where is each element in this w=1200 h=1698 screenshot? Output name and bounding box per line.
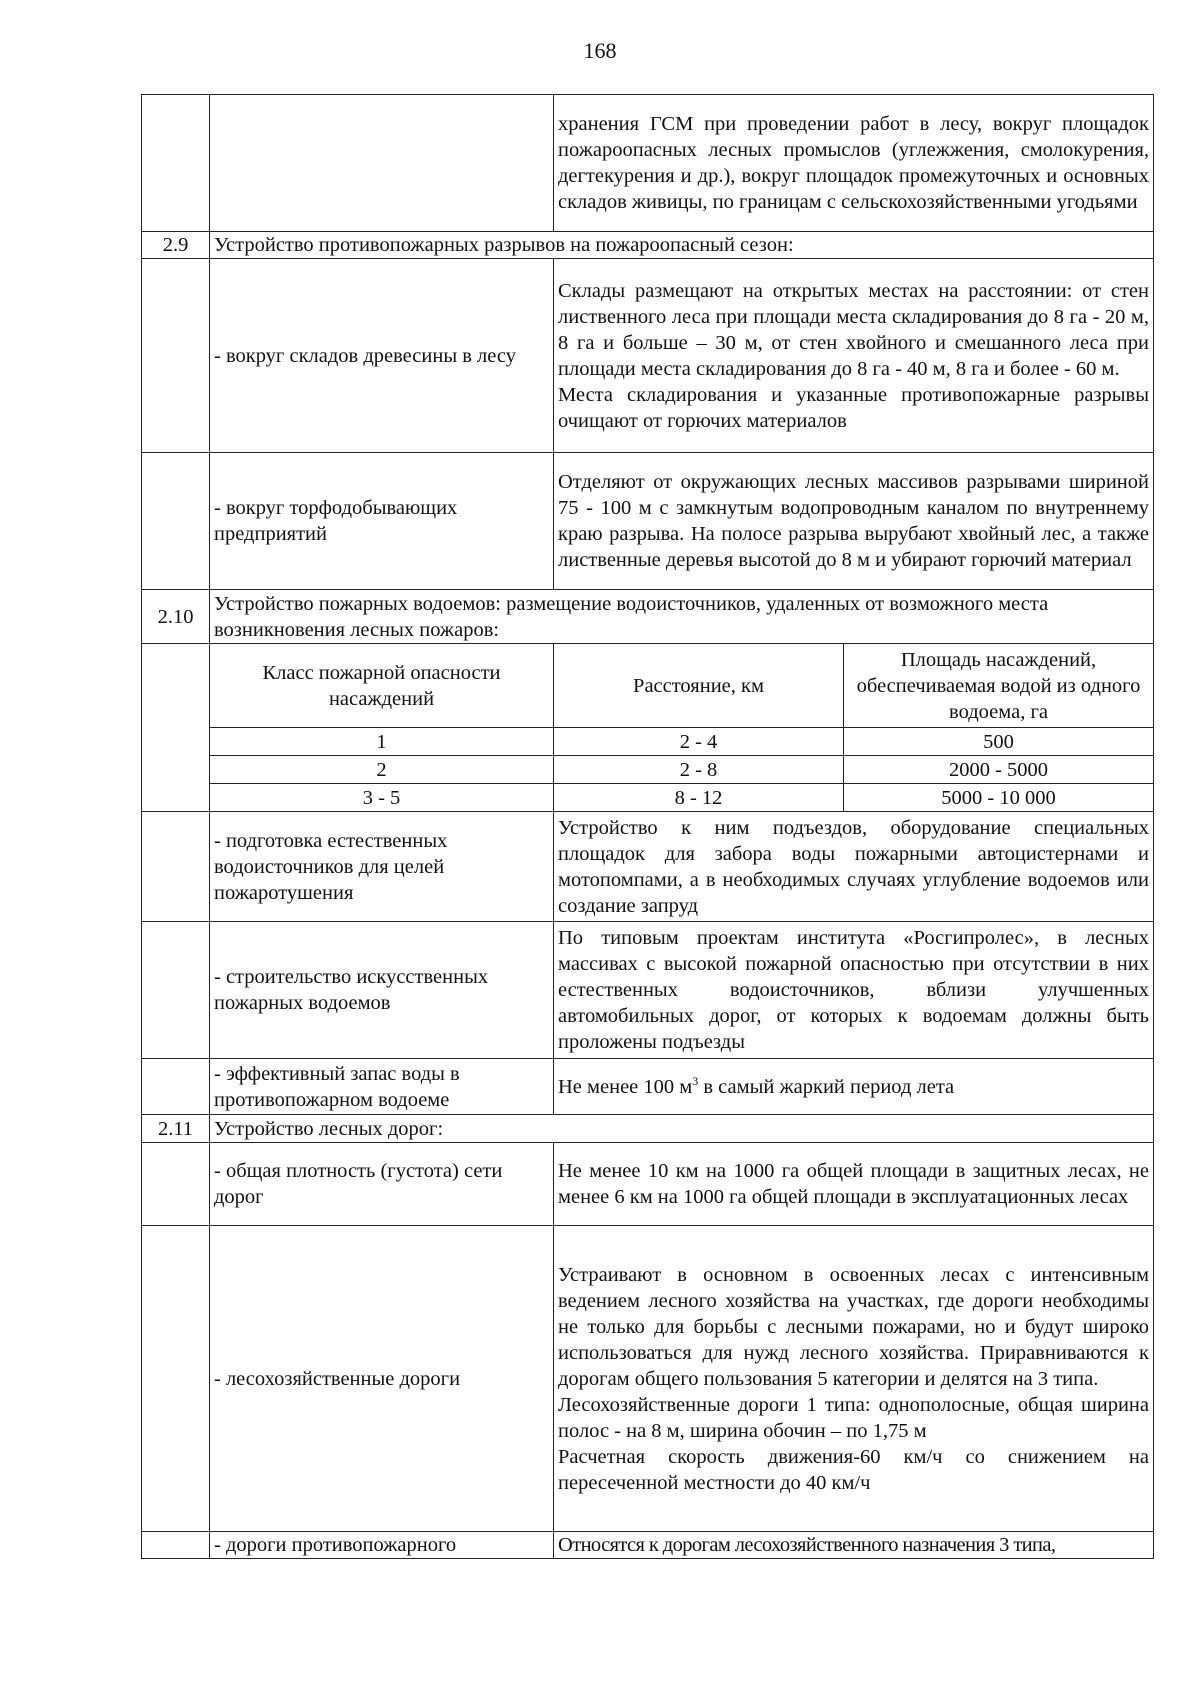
measure-description xyxy=(554,1226,1154,1532)
measure-name: - лесохозяйственные дороги xyxy=(210,1226,554,1532)
description-paragraph: Устраивают в основном в освоенных лесах с интенсивным ведением лесного хозяйства на участках, где дороги необходимы не только для борьбы с лесными пожарами, но и будут широко использоваться для нужд лесного хозяйства. Приравниваются к дорогам общего пользования 5 категории и делятся на 3 типа. xyxy=(558,1263,1149,1390)
subtable-cell: 3 - 5 xyxy=(210,784,554,812)
subtable-cell: 1 xyxy=(210,728,554,756)
description-paragraph: Склады размещают на открытых местах на расстоянии: от стен лиственного леса при площади места складирования до 8 га - 20 м, 8 га и больше – 30 м, от стен хвойного и смешанного леса при площади места складирования до 8 га - 40 м, 8 га и более - 60 м. xyxy=(558,279,1149,380)
table-row xyxy=(142,922,1154,1059)
subtable-cell: 2 - 4 xyxy=(554,728,844,756)
table-row xyxy=(142,1059,1154,1115)
water-volume-text-tail: в самый жаркий период лета xyxy=(698,1075,955,1098)
table-row xyxy=(142,259,1154,453)
subtable-cell: 5000 - 10 000 xyxy=(844,784,1154,812)
row-number xyxy=(142,453,210,590)
row-number xyxy=(142,95,210,232)
measure-name: - подготовка естественных водоисточников для целей пожаротушения xyxy=(210,812,554,922)
measure-name: - общая плотность (густота) сети дорог xyxy=(210,1143,554,1226)
table-row xyxy=(142,1143,1154,1226)
fire-safety-measures-table xyxy=(141,94,1154,1559)
row-number xyxy=(142,812,210,922)
row-number xyxy=(142,922,210,1059)
section-title: Устройство противопожарных разрывов на пожароопасный сезон: xyxy=(210,232,1154,259)
section-number: 2.10 xyxy=(142,590,210,644)
subtable-cell: 2000 - 5000 xyxy=(844,756,1154,784)
measure-name: - эффективный запас воды в противопожарном водоеме xyxy=(210,1059,554,1115)
description-paragraph: Лесохозяйственные дороги 1 типа: однополосные, общая ширина полос - на 8 м, ширина обочин – по 1,75 м xyxy=(558,1393,1149,1442)
measure-description: хранения ГСМ при проведении работ в лесу, вокруг площадок пожароопасных лесных промыслов (углежжения, смолокурения, дегтекурения и др.), вокруг площадок промежуточных и основных складов живицы, по границам с сельскохозяйственными угодьями xyxy=(554,95,1154,232)
row-number xyxy=(142,1143,210,1226)
subtable-row xyxy=(142,728,1154,756)
subtable-header: Класс пожарной опасности насаждений xyxy=(210,644,554,728)
measure-name: - дороги противопожарного xyxy=(210,1532,554,1559)
description-paragraph: Расчетная скорость движения-60 км/ч со снижением на пересеченной местности до 40 км/ч xyxy=(558,1445,1149,1494)
section-title: Устройство пожарных водоемов: размещение водоисточников, удаленных от возможного места возникновения лесных пожаров: xyxy=(210,590,1154,644)
water-volume-text: Не менее 100 м xyxy=(558,1075,693,1098)
subtable-cell: 2 xyxy=(210,756,554,784)
subtable-cell: 500 xyxy=(844,728,1154,756)
page-number: 168 xyxy=(583,38,617,63)
row-number xyxy=(142,259,210,453)
subtable-header: Расстояние, км xyxy=(554,644,844,728)
subtable-cell: 8 - 12 xyxy=(554,784,844,812)
section-row-2-10 xyxy=(142,590,1154,644)
section-title: Устройство лесных дорог: xyxy=(210,1115,1154,1143)
measure-name: - вокруг складов древесины в лесу xyxy=(210,259,554,453)
table-row xyxy=(142,812,1154,922)
section-number: 2.9 xyxy=(142,232,210,259)
subtable-header-row xyxy=(142,644,1154,728)
row-number xyxy=(142,1059,210,1115)
superscript-3: 3 xyxy=(692,1073,699,1088)
subtable-cell: 2 - 8 xyxy=(554,756,844,784)
measure-description: Устройство к ним подъездов, оборудование специальных площадок для забора воды пожарными автоцистернами и мотопомпами, а в необходимых случаях углубление водоемов или создание запруд xyxy=(554,812,1154,922)
measure-name xyxy=(210,95,554,232)
section-row-2-11 xyxy=(142,1115,1154,1143)
measure-description: По типовым проектам института «Росгипролес», в лесных массивах с высокой пожарной опасностью при отсутствии в них естественных водоисточников, вблизи улучшенных автомобильных дорог, от которых к водоемам должны быть проложены подъезды xyxy=(554,922,1154,1059)
measure-description: Относятся к дорогам лесохозяйственного назначения 3 типа, xyxy=(554,1532,1154,1559)
subtable-row xyxy=(142,784,1154,812)
section-row-2-9 xyxy=(142,232,1154,259)
subtable-header: Площадь насаждений, обеспечиваемая водой из одного водоема, га xyxy=(844,644,1154,728)
description-paragraph: Места складирования и указанные противопожарные разрывы очищают от горючих материалов xyxy=(558,383,1149,432)
row-number xyxy=(142,1532,210,1559)
row-number xyxy=(142,1226,210,1532)
subtable-row xyxy=(142,756,1154,784)
section-number: 2.11 xyxy=(142,1115,210,1143)
measure-description: Не менее 10 км на 1000 га общей площади в защитных лесах, не менее 6 км на 1000 га общей площади в эксплуатационных лесах xyxy=(554,1143,1154,1226)
table-row xyxy=(142,95,1154,232)
measure-name: - строительство искусственных пожарных водоемов xyxy=(210,922,554,1059)
measure-description xyxy=(554,1059,1154,1115)
table-row xyxy=(142,1226,1154,1532)
measure-name: - вокруг торфодобывающих предприятий xyxy=(210,453,554,590)
row-number xyxy=(142,644,210,812)
table-row xyxy=(142,1532,1154,1559)
table-row xyxy=(142,453,1154,590)
measure-description xyxy=(554,259,1154,453)
measure-description: Отделяют от окружающих лесных массивов разрывами шириной 75 - 100 м с замкнутым водопроводным каналом по внутреннему краю разрыва. На полосе разрыва вырубают хвойный лес, а также лиственные деревья высотой до 8 м и убирают горючий материал xyxy=(554,453,1154,590)
